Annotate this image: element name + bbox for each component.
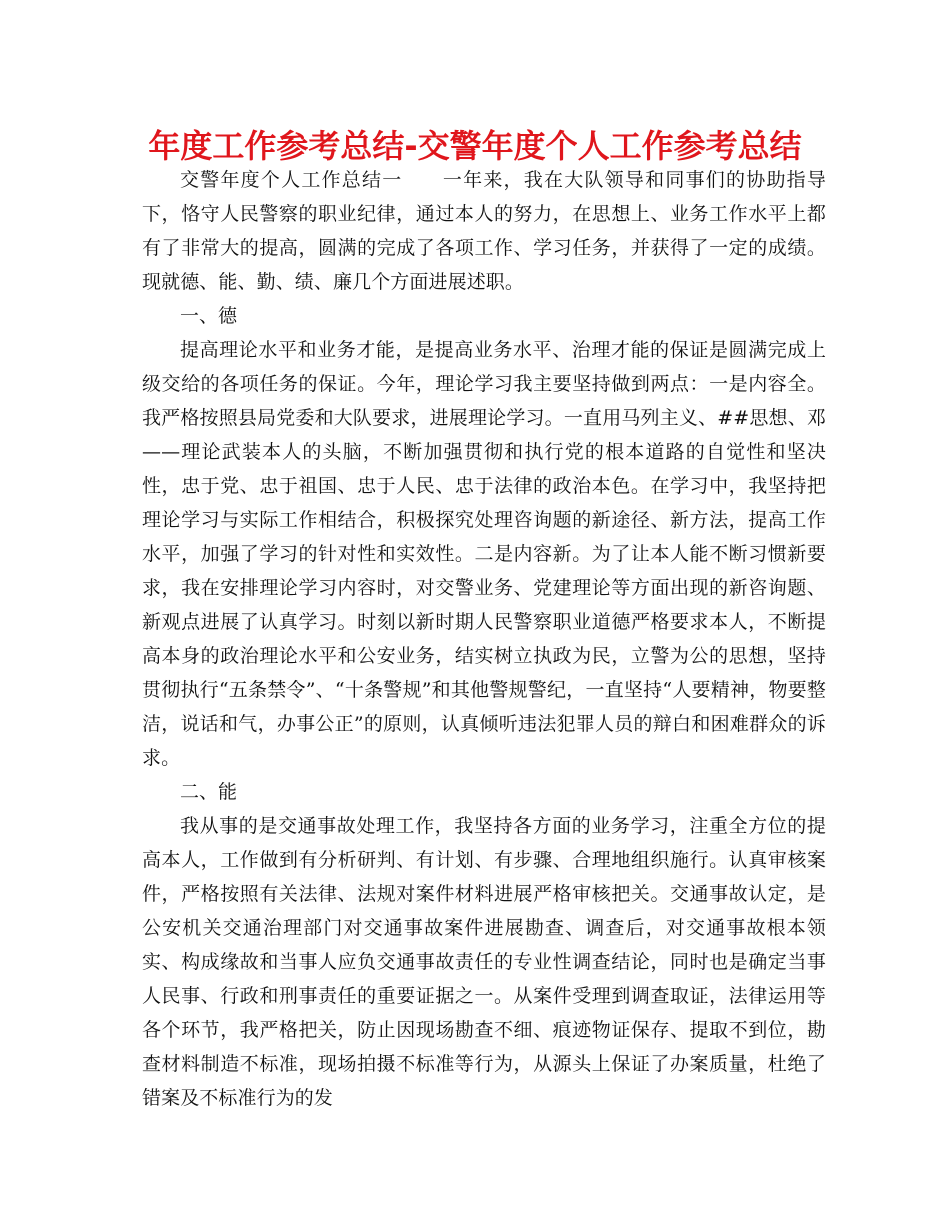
paragraph-intro: 交警年度个人工作总结一 一年来，我在大队领导和同事们的协助指导下，恪守人民警察的职业纪律，通过本人的努力，在思想上、业务工作水平上都有了非常大的提高，圆满的完成了各项工作、学习任务，并获得了一定的成绩。现就德、能、勤、绩、廉几个方面进展述职。	[142, 169, 826, 293]
document-body	[142, 163, 826, 1115]
paragraph-de: 提高理论水平和业务才能，是提高业务水平、治理才能的保证是圆满完成上级交给的各项任务的保证。今年，理论学习我主要坚持做到两点：一是内容全。我严格按照县局党委和大队要求，进展理论学习。一直用马列主义、##思想、邓——理论武装本人的头脑，不断加强贯彻和执行党的根本道路的自觉性和坚决性，忠于党、忠于祖国、忠于人民、忠于法律的政治本色。在学习中，我坚持把理论学习与实际工作相结合，积极探究处理咨询题的新途径、新方法，提高工作水平，加强了学习的针对性和实效性。二是内容新。为了让本人能不断习惯新要求，我在安排理论学习内容时，对交警业务、党建理论等方面出现的新咨询题、新观点进展了认真学习。时刻以新时期人民警察职业道德严格要求本人，不断提高本身的政治理论水平和公安业务，结实树立执政为民，立警为公的思想，坚持贯彻执行“五条禁令”、“十条警规”和其他警规警纪，一直坚持“人要精神，物要整洁，说话和气，办事公正”的原则，认真倾听违法犯罪人员的辩白和困难群众的诉求。	[142, 339, 826, 769]
paragraph-neng: 我从事的是交通事故处理工作，我坚持各方面的业务学习，注重全方位的提高本人，工作做到有分析研判、有计划、有步骤、合理地组织施行。认真审核案件，严格按照有关法律、法规对案件材料进展严格审核把关。交通事故认定，是公安机关交通治理部门对交通事故案件进展勘查、调查后，对交通事故根本领实、构成缘故和当事人应负交通事故责任的专业性调查结论，同时也是确定当事人民事、行政和刑事责任的重要证据之一。从案件受理到调查取证，法律运用等各个环节，我严格把关，防止因现场勘查不细、痕迹物证保存、提取不到位，勘查材料制造不标准，现场拍摄不标准等行为，从源头上保证了办案质量，杜绝了错案及不标准行为的发	[142, 815, 826, 1109]
section-heading-neng: 二、能	[180, 781, 238, 803]
section-heading-de: 一、德	[180, 305, 238, 327]
document-title: 年度工作参考总结-交警年度个人工作参考总结	[148, 127, 802, 165]
